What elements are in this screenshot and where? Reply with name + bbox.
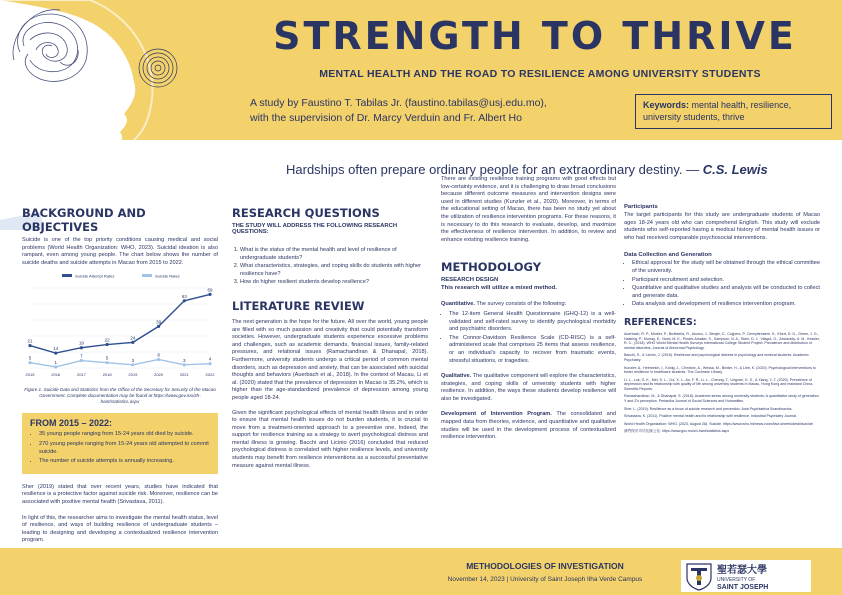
reference-item: Auerbach, R. P., Mortier, P., Bruffaerts, R., Alonso, J., Benjet, C., Cuijpers, P., Demyttenaere, K., Ebert, D. D., Green, J. G., Hasking, P., Murray, E., Nock, M. K., Pinder-Amaker, S., Sampson, N. A., Stein, D. J., Vilagut, G., Zaslavsky, A. M., Kessler, R. C., (2018). WHO World Mental Health Surveys International College Student Project: Prevalence and distribution of mental disorders. Journal of Abnormal Psychology. [624,331,820,350]
reference-item: Ramachandiran, M., & Dhanapal, S. (2018). Academic stress among university students: A quantitative study of generation Y and Z's perception. Pertanika Journal of Social Sciences and Humanities. [624,394,819,404]
research-questions-intro: THE STUDY WILL ADDRESS THE FOLLOWING RESEARCH QUESTIONS: [232,223,398,235]
from-heading: FROM 2015 – 2022: [30,418,113,429]
qualitative-text: The qualitative component will explore the characteristics, strategies, and coping skills of university students with higher resilience. In addition, the ways these students develop resilience will also be investigated. [441,373,616,402]
data-collection-item: • Participant recruitment and selection. [632,277,820,285]
research-questions-heading: RESEARCH QUESTIONS [232,206,380,220]
from-item: • The number of suicide attempts is annually increasing. [39,458,210,466]
university-logo [681,560,811,592]
poster-title: STRENGTH TO THRIVE [273,14,797,58]
chart-caption: Figure 1. Suicide Data and Statistics from the Office of the Secretary for Security of the Macao Government. Complete documentation may be found at https://www.gov.mo/zh-hant/statistics.aspx [24,387,216,405]
quote-text: Hardships often prepare ordinary people for an extraordinary destiny. — [286,162,703,177]
x-tick-label: 2022 [205,372,215,378]
column-research-literature [232,206,428,470]
legend-swatch [142,274,152,277]
reference-item: Srivastava, K. (2011). Positive mental health and its relationship with resilience. Industrial Psychiatry Journal. [624,414,797,419]
data-point [54,352,57,355]
data-label: 14 [53,346,59,352]
methodology-heading: METHODOLOGY [441,260,542,275]
x-tick-label: 2020 [154,372,164,378]
data-point [54,366,57,369]
legend-label: Suicide Attempt Rates [75,273,115,279]
background-paragraph-2: Sher (2019) stated that over recent years, studies have indicated that resilience is a protective factor against suicide risk. Moreover, resilience can be associated with positive mental health (Srivastava, 2011). [22,483,218,505]
quote-author: C.S. Lewis [702,162,768,177]
x-tick-label: 2015 [25,372,35,378]
logo-english-line-1: UNIVERSITY OF [717,577,756,583]
data-point [106,361,109,364]
data-point [131,364,134,367]
x-tick-label: 2019 [128,372,138,378]
column-participants-references [624,206,820,437]
keywords-text: mental health, resilience, university students, thrive [643,100,792,122]
footer-subtitle: November 14, 2023 | University of Saint Joseph Ilha Verde Campus [447,576,643,583]
literature-paragraph-2: Given the significant psychological effects of mental health illness and in order to ensure that mental health issues do not burden students, it is crucial to move from a treatment-oriented approach to a preventive one. Indeed, the support for resilience training as a strategy to avert psychological distress and mental illness is growing. Bacchi and Licinio (2016) concluded that reduced psychological distress is correlated with higher resilience levels, and university students may benefit from resilience interventions as a successful preventative measure against mental illness. [232,409,428,469]
research-question: 1. What is the status of the mental health and level of resilience of undergraduate students? [240,247,428,262]
background-paragraph-3: In light of this, the researcher aims to investigate the mental health status, level of resilience, and ways of building resilience of undergraduate students – leading to designing and developing a contextualized resilience intervention program. [22,514,218,544]
development-paragraph [441,411,616,441]
from-item: • 35 young people ranging from 15-24 years old died by suicide. [39,431,210,439]
reference-item: Sher, L. (2019). Resilience as a focus of suicide research and prevention. Acta Psychiatrica Scandinavica. [624,406,793,411]
column-background [22,206,218,545]
from-2015-2022-box [22,413,218,473]
byline-line-2: with the supervision of Dr. Marcy Verduin and Fr. Albert Ho [250,112,522,124]
data-collection-label: Data Collection and Generation [624,252,712,259]
reference-item: 澳門保安司司長辦公室. https://www.gov.mo/zh-hant/statistics.aspx [624,429,730,434]
data-label: 3 [183,358,186,364]
background-heading: BACKGROUND AND OBJECTIVES [22,206,146,234]
development-label: Development of Intervention Program. [441,411,552,418]
references-list [624,332,820,434]
data-label: 4 [208,357,212,363]
development-text: The consolidated and mapped data from theories, evidence, and quantitative and qualitative studies will be used in the development process of contextualized resilience intervention. [441,411,616,441]
reference-item: World Health Organization: WHO. (2023, August 28). Suicide. https://www.who.int/news-room/fact-sheets/detail/suicide [624,421,813,426]
crest-icon [687,564,711,590]
column3-paragraph-1: There are existing resilience training programs with good effects but low-certainty evidence, and it is challenging to draw broad conclusions because different outcome measures and intervention designs were used in different studies (Kunzler et al., 2020). Moreover, in terms of the educational setting of Macao, there has been no study yet about the utilization of resilience intervention programs. For these reasons, it is necessary to do this research to evaluate, develop, and maximize the effectiveness of resilience intervention. In addition, to review and enhance existing resilience training. [441,176,616,243]
head-silhouette-illustration [0,0,250,230]
reference-item: Bacchi, S., & Licinio, J. (2016). Resilience and psychological distress in psychology and medical students. Academic Psychiatry. [624,353,809,362]
references-heading: REFERENCES: [624,316,697,328]
data-label: 24 [130,335,136,341]
x-tick-label: 2017 [76,372,86,378]
data-point [208,363,211,366]
data-point [80,347,83,350]
background-paragraph-1: Suicide is one of the top priority conditions causing medical and social problems (World Health Organization: WHO, 2023). Suicidal ideation is also rampant, even among young people. The chart below shows the number of suicide deaths and suicide attempts in Macao from 2015 to 2022. [22,237,218,266]
reference-item: Kunzler, A., Helmreich, I., König, J., Chmitorz, A., Wessa, M., Binder, H., & Lieb, K. (2020). Psychological interventions to foster resilience in healthcare students. The Cochrane Library. [624,365,816,375]
legend-label: Suicide Rates [155,273,180,279]
data-point [157,358,160,361]
participants-text: The target participants for this study are undergraduate students of Macao ages 18-24 years old who can comprehend English. This study will exclude students who self-reported having a medical history of mental health issues or who had received comparable psychosocial interventions. [624,212,820,241]
data-point [106,343,109,346]
column-methodology [441,176,616,442]
x-tick-label: 2016 [51,372,61,378]
research-design-text: This research will utilize a mixed method. [441,285,557,292]
quantitative-label: Quantitative. [441,301,475,308]
research-question: 2. What characteristics, strategies, and coping skills do students with higher resilience have? [240,263,428,278]
data-collection-item: • Ethical approval for the study will be obtained through the ethical committee of the university. [632,260,820,275]
data-collection-item: • Data analysis and development of resilience intervention program. [632,301,820,309]
data-label: 39 [156,319,162,325]
literature-heading: LITERATURE REVIEW [232,298,365,313]
data-label: 5 [28,356,32,362]
logo-english-line-2: SAINT JOSEPH [717,584,769,591]
data-point [183,300,186,303]
data-collection-item: • Quantitative and qualitative studies and analysis will be conducted to collect and generate data. [632,285,820,300]
data-point [80,359,83,362]
data-point [28,344,31,347]
data-point [157,325,160,328]
research-design-label: RESEARCH DESIGN [441,277,499,284]
data-label: 22 [104,337,110,343]
qualitative-paragraph [441,373,616,403]
data-point [208,293,211,296]
x-tick-label: 2021 [179,372,189,378]
quantitative-paragraph [441,301,616,309]
keywords-box [635,94,832,129]
data-point [183,364,186,367]
data-label: 7 [80,353,83,359]
quantitative-text: The survey consists of the following: [474,301,567,308]
x-tick-label: 2018 [102,372,112,378]
data-point [28,361,31,364]
participants-label: Participants [624,204,658,210]
author-byline [250,96,630,126]
footer-title: METHODOLOGIES OF INVESTIGATION [466,561,624,571]
quantitative-item: • The Connor-Davidson Resilience Scale (CD-RISC) is a self-administered scale that comprises 25 items that assess resilience, or an individual's capacity to recover from traumatic events, stressful situations, or tragedies. [449,335,616,365]
literature-paragraph-1: The next generation is the hope for the future. All over the world, young people are filled with so much passion and creativity that could potentially transform societies. However, undergraduate students experience excessive problems and challenges, such as academic demands, financial issues, family-related pressures, and relational issues (Ramachandiran & Dhanapal, 2018). Furthermore, university students undergo a critical period of common mental disorders, such as depression and anxiety, that can be associated with suicidal thoughts and behaviors (Auerbach et al., 2018). In the context of Macau, Li et al. (2020) stated that the prevalence of depression in Macao is 35.2%, which is higher than the age-standardized prevalence of depression among young people aged 18-24. [232,318,428,401]
legend-swatch [62,274,72,277]
data-label: 21 [27,338,33,344]
reference-item: Li, L., Lok, G. K., Mei, S. L., Cui, X. L., An, F. R., Li, L., Cheung, T., Ungvari, G. S., & Xiang, Y.-T. (2020). Prevalence of depression and its relationship with quality of life among university students in Macau, Hong Kong and mainland China. Scientific Reports. [624,377,814,391]
data-label: 63 [181,294,187,300]
data-label: 5 [105,356,109,362]
data-label: 19 [78,341,84,347]
quantitative-item: • The 12-item General Health Questionnaire (GHQ-12) is a well-validated and self-rated survey to identify psychological morbidity and psychiatric disorders. [449,311,616,334]
data-label: 69 [207,287,213,293]
data-point [131,341,134,344]
keywords-label: Keywords: [643,100,690,110]
data-label: 3 [131,358,135,364]
data-label: 1 [54,360,57,366]
byline-line-1: A study by Faustino T. Tabilas Jr. (faustino.tabilas@usj.edu.mo), [250,97,547,109]
from-item: • 270 young people ranging from 15-24 years old attempted to commit suicide. [39,441,210,456]
poster-subtitle: MENTAL HEALTH AND THE ROAD TO RESILIENCE AMONG UNIVERSITY STUDENTS [319,68,761,80]
suicide-line-chart [22,270,218,380]
qualitative-label: Qualitative. [441,373,472,380]
quote [286,162,826,177]
logo-chinese-text: 聖若瑟大學 [717,565,767,576]
data-label: 8 [157,352,160,358]
research-question: 3. How do higher resilient students develop resilience? [240,279,428,287]
